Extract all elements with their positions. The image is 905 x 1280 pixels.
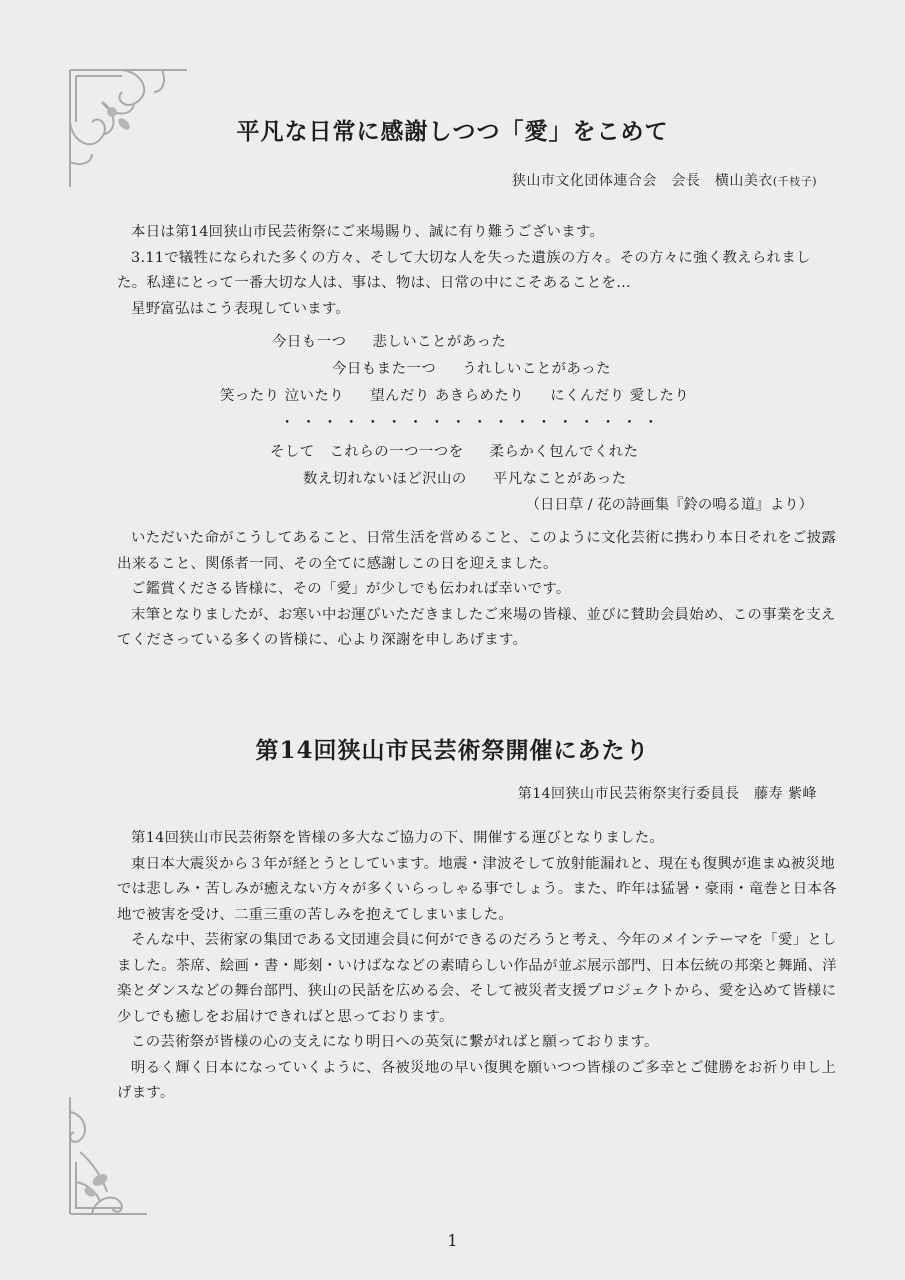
poem-phrase: 今日もまた一つ (332, 361, 437, 377)
paragraph: 星野富弘はこう表現しています。 (131, 300, 351, 317)
poem-line (272, 330, 506, 351)
poem-phrase: 悲しいことがあった (372, 334, 507, 350)
poem-phrase: 柔らかく包んでくれた (489, 444, 639, 460)
section2-title: 第14回狭山市民芸術祭開催にあたり (255, 737, 650, 764)
section1-intro (117, 220, 837, 322)
section2-body (117, 826, 837, 1107)
paragraph: 末筆となりましたが、お寒い中お運びいただきましたご来場の皆様、並びに賛助会員始め、この事業を支えてくださっている多くの皆様に、心より深謝を申しあげます。 (117, 606, 836, 648)
section2-author: 第14回狭山市民芸術祭実行委員長 藤寿 紫峰 (517, 786, 817, 802)
poem-dots: ・・・・・・・・・・・・・・・・・・ (280, 415, 666, 431)
poem-line (332, 357, 611, 378)
paragraph: 本日は第14回狭山市民芸術祭にご来場賜り、誠に有り難うございます。 (131, 224, 605, 240)
corner-ornament-bottom (62, 1092, 152, 1222)
poem-phrase: うれしいことがあった (462, 361, 612, 377)
poem-line (270, 440, 639, 461)
section1-closing (117, 526, 837, 654)
section1-author-name: 狭山市文化団体連合会 会長 横山美衣 (511, 173, 773, 189)
poem-line (303, 467, 627, 488)
poem-line (220, 384, 689, 405)
poem-phrase: 笑ったり 泣いたり (220, 388, 345, 404)
section1-author (512, 170, 817, 190)
paragraph: ご鑑賞くださる皆様に、その「愛」が少しでも伝われば幸いです。 (131, 581, 571, 597)
paragraph: そんな中、芸術家の集団である文団連会員に何ができるのだろうと考え、今年のメインテーマを「愛」としました。茶席、絵画・書・彫刻・いけばななどの素晴らしい作品が並ぶ展示部門、日本伝統の邦楽と舞踊、洋楽とダンスなどの舞台部門、狭山の民話を広める会、そして被災者支援プロジェクトから、愛を込めて皆様に少しでも癒しをお届けできればと思っております。 (117, 932, 837, 1025)
poem-phrase: 望んだり あきらめたり (370, 388, 525, 404)
paragraph: いただいた命がこうしてあること、日常生活を営めること、このように文化芸術に携わり本日それをご披露出来ること、関係者一同、その全てに感謝しこの日を迎えました。 (117, 530, 837, 572)
paragraph: 3.11で犠牲になられた多くの方々、そして大切な人を失った遺族の方々。その方々に強く教えられました。私達にとって一番大切な人は、事は、物は、日常の中にこそあることを… (117, 249, 811, 291)
poem-phrase: 今日も一つ (272, 334, 347, 350)
paragraph: この芸術祭が皆様の心の支えになり明日への英気に繋がればと願っております。 (131, 1034, 659, 1050)
section1-title: 平凡な日常に感謝しつつ「愛」をこめて (236, 118, 669, 145)
poem-phrase: そして これらの一つ一つを (270, 444, 464, 460)
poem-phrase: にくんだり 愛したり (550, 388, 690, 404)
paragraph: 東日本大震災から３年が経とうとしています。地震・津波そして放射能漏れと、現在も復興が進まぬ被災地では悲しみ・苦しみが癒えない方々が多くいらっしゃる事でしょう。また、昨年は猛暑・豪雨・竜巻と日本各地で被害を受け、二重三重の苦しみを抱えてしまいました。 (117, 855, 837, 923)
paragraph: 第14回狭山市民芸術祭を皆様の多大なご協力の下、開催する運びとなりました。 (131, 830, 665, 846)
page-number: 1 (447, 1231, 458, 1250)
poem-source: （日日草 / 花の詩画集『鈴の鳴る道』より） (525, 497, 813, 513)
paragraph: 明るく輝く日本になっていくように、各被災地の早い復興を願いつつ皆様のご多幸とご健勝をお祈り申し上げます。 (117, 1059, 837, 1101)
poem-phrase: 数え切れないほど沢山の (303, 471, 467, 487)
poem-phrase: 平凡なことがあった (492, 471, 627, 487)
section1-author-note: (千枝子) (772, 175, 817, 188)
